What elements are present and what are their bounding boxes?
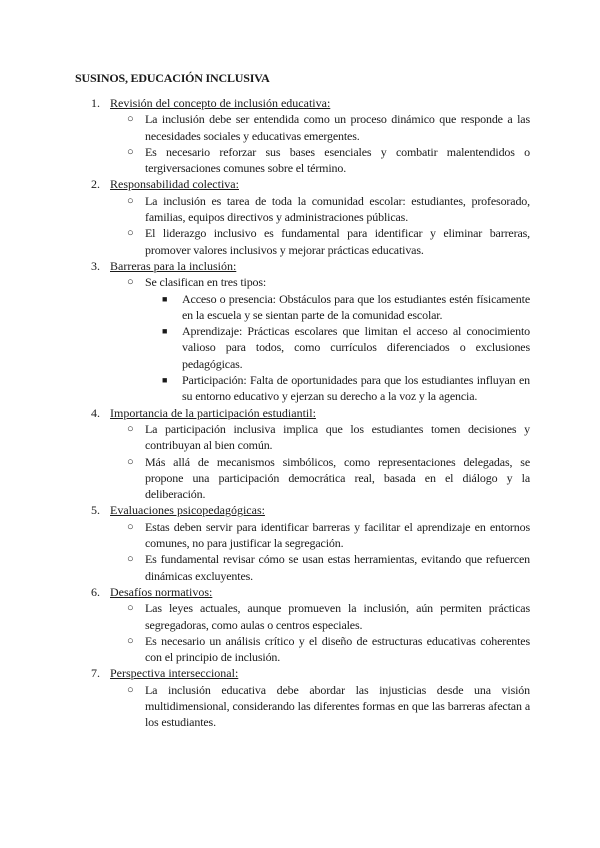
- section-5: [75, 502, 530, 583]
- section-7: [75, 665, 530, 730]
- subpoint-text: Participación: Falta de oportunidades para que los estudiantes influyan en su entorno educativo y ejerzan su derecho a la voz y la agencia.: [182, 373, 530, 404]
- subpoint-text: Aprendizaje: Prácticas escolares que limitan el acceso al conocimiento valioso para todos, como currículos diferenciados o exclusiones pedagógicas.: [182, 324, 530, 371]
- circle-bullet-icon: ○: [127, 634, 134, 647]
- point-text: Es necesario un análisis crítico y el diseño de estructuras educativas coherentes con el principio de inclusión.: [145, 633, 530, 665]
- list-item: [110, 144, 530, 177]
- list-item: [110, 600, 530, 633]
- list-item: [145, 291, 530, 324]
- point-list: [110, 682, 530, 731]
- circle-bullet-icon: ○: [127, 145, 134, 158]
- circle-bullet-icon: ○: [127, 683, 134, 696]
- point-list: [110, 600, 530, 665]
- section-number: 5.: [91, 503, 100, 518]
- circle-bullet-icon: ○: [127, 553, 134, 566]
- point-text: Es necesario reforzar sus bases esenciales y combatir malentendidos o tergiversaciones comunes sobre el término.: [145, 144, 530, 176]
- circle-bullet-icon: ○: [127, 113, 134, 126]
- list-item: [110, 225, 530, 258]
- point-text: Estas deben servir para identificar barreras y facilitar el aprendizaje en entornos comunes, no para justificar la segregación.: [145, 519, 530, 551]
- list-item: [110, 551, 530, 584]
- point-list: [110, 111, 530, 176]
- section-heading: Perspectiva interseccional:: [110, 666, 239, 681]
- list-item: [110, 454, 530, 503]
- circle-bullet-icon: ○: [127, 602, 134, 615]
- circle-bullet-icon: ○: [127, 520, 134, 533]
- square-bullet-icon: ■: [162, 375, 168, 386]
- square-bullet-icon: ■: [162, 293, 168, 304]
- point-text: Más allá de mecanismos simbólicos, como representaciones delegadas, se propone una participación democrática real, basada en el diálogo y la deliberación.: [145, 454, 530, 502]
- point-list: [110, 274, 530, 404]
- list-item: [110, 421, 530, 454]
- point-text: La participación inclusiva implica que los estudiantes tomen decisiones y contribuyan al bien común.: [145, 421, 530, 453]
- section-number: 6.: [91, 584, 100, 599]
- point-text: Las leyes actuales, aunque promueven la inclusión, aún permiten prácticas segregadoras, como aulas o centros especiales.: [145, 601, 530, 632]
- point-text: Se clasifican en tres tipos:: [145, 275, 267, 290]
- circle-bullet-icon: ○: [127, 276, 134, 289]
- square-bullet-icon: ■: [162, 326, 168, 337]
- section-3: [75, 258, 530, 405]
- section-number: 1.: [91, 96, 100, 110]
- list-item: [145, 372, 530, 405]
- section-number: 2.: [91, 177, 100, 192]
- point-text: La inclusión es tarea de toda la comunidad escolar: estudiantes, profesorado, familias, equipos directivos y administraciones públicas.: [145, 193, 530, 225]
- list-item: [145, 323, 530, 372]
- list-item: [110, 633, 530, 666]
- section-heading: Revisión del concepto de inclusión educativa:: [110, 96, 331, 110]
- section-heading: Importancia de la participación estudiantil:: [110, 405, 316, 420]
- section-number: 7.: [91, 666, 100, 681]
- point-text: Es fundamental revisar cómo se usan estas herramientas, evitando que refuercen dinámicas excluyentes.: [145, 552, 530, 583]
- list-item: [110, 519, 530, 552]
- section-heading: Desafíos normativos:: [110, 584, 213, 599]
- list-item: [110, 682, 530, 731]
- subpoint-list: [145, 291, 530, 405]
- circle-bullet-icon: ○: [127, 194, 134, 207]
- point-text: La inclusión debe ser entendida como un proceso dinámico que responde a las necesidades sociales y educativas emergentes.: [145, 112, 530, 143]
- section-heading: Responsabilidad colectiva:: [110, 177, 239, 192]
- point-list: [110, 193, 530, 258]
- circle-bullet-icon: ○: [127, 227, 134, 240]
- point-text: El liderazgo inclusivo es fundamental para identificar y eliminar barreras, promover valores inclusivos y mejorar prácticas educativas.: [145, 226, 530, 257]
- document-title: SUSINOS, EDUCACIÓN INCLUSIVA: [75, 71, 270, 85]
- list-item: [110, 193, 530, 226]
- section-1: [75, 95, 530, 176]
- section-number: 3.: [91, 258, 100, 273]
- point-text: La inclusión educativa debe abordar las injusticias desde una visión multidimensional, considerando las diferentes formas en que las barreras afectan a los estudiantes.: [145, 682, 530, 730]
- subpoint-text: Acceso o presencia: Obstáculos para que los estudiantes estén físicamente en la escuela y se sientan parte de la comunidad escolar.: [182, 291, 530, 322]
- section-heading: Barreras para la inclusión:: [110, 258, 237, 273]
- section-2: [75, 176, 530, 257]
- point-list: [110, 421, 530, 502]
- section-6: [75, 584, 530, 665]
- point-list: [110, 519, 530, 584]
- section-list: [75, 95, 530, 731]
- list-item: [110, 111, 530, 144]
- section-4: [75, 405, 530, 503]
- list-item: [110, 274, 530, 404]
- section-number: 4.: [91, 405, 100, 420]
- circle-bullet-icon: ○: [127, 455, 134, 468]
- section-heading: Evaluaciones psicopedagógicas:: [110, 503, 265, 518]
- circle-bullet-icon: ○: [127, 422, 134, 435]
